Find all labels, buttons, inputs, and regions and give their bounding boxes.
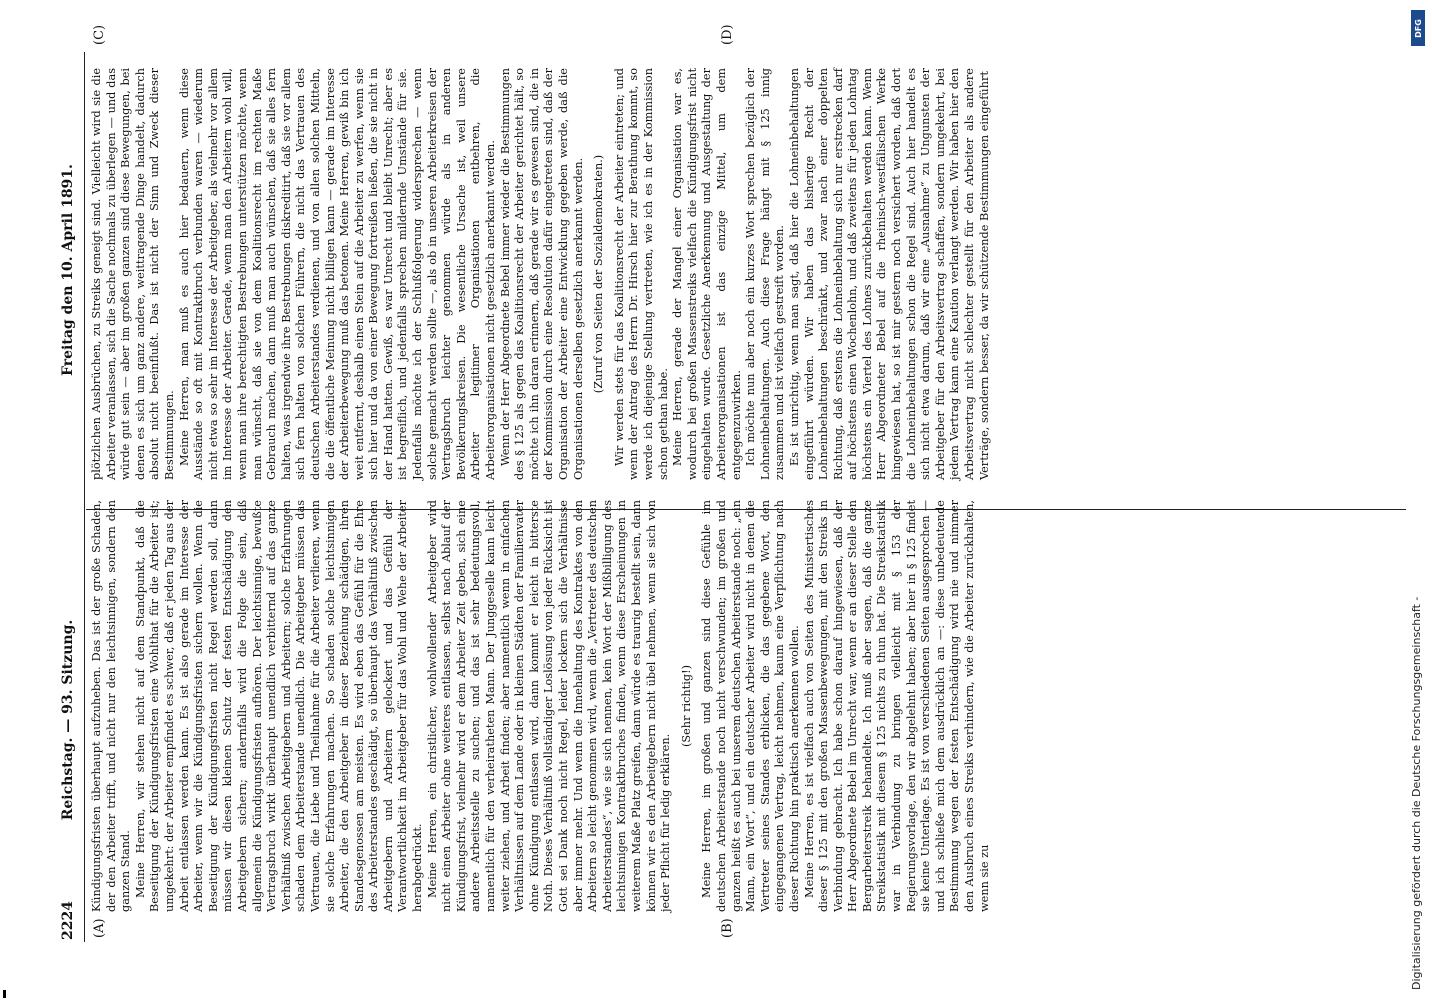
paragraph: plötzlichen Ausbrüchen, zu Streiks geneigt sind. Vielleicht wird sie die Arbeiter veranlassen, sich die Sache nochmals zu überlegen — und das würde gut sein — aber im großen ganzen sind diese Bewegungen, bei denen es sich um ganz andere, weittragende Dinge handelt, dadurch absolut nicht beeinflußt. Das ist nicht der Sinn und Zweck dieser Bestimmungen. <box>90 68 176 480</box>
scan-edge-mark <box>3 990 6 998</box>
margin-marker-d: (D) <box>720 24 735 45</box>
paragraph: Kündigungsfristen überhaupt aufzuheben. Das ist der große Schaden, der den Arbeiter trifft, und nicht nur den leichtsinnigen, sondern den ganzen Stand. <box>90 500 133 912</box>
margin-marker-a: (A) <box>92 918 107 938</box>
margin-marker-b: (B) <box>720 918 735 938</box>
interjection: (Zuruf von Seiten der Sozialdemokraten.) <box>592 154 606 394</box>
page-header <box>60 60 84 940</box>
left-column <box>90 500 992 912</box>
paragraph: Meine Herren, es ist vielfach auch von Seiten des Ministertisches dieser § 125 mit den großen Massenbewegungen, mit den Streiks in Verbindung gebracht. Ich habe schon darauf hingewiesen, daß der Herr Abgeordnete Bebel im Unrecht war, wenn er an dieser Stelle den Bergarbeiterstreik behandelte. Ich muß aber sagen, daß die ganze Streikstatistik mit diesem § 125 nichts zu thun hat. Die Streikstatistik war in Verbindung zu bringen vielleicht mit § 153 der Regierungsvorlage, den wir abgelehnt haben; aber hier in § 125 findet sie keine Unterlage. Es ist von verschiedenen Seiten ausgesprochen — und ich schließe mich dem ausdrücklich an —: diese unbedeutende Bestimmung wegen der festen Entschädigung wird nie und nimmer den Ausbruch eines Streiks verhindern, wie die Arbeiter zurückhalten, wenn sie zu <box>802 500 991 912</box>
paragraph: Meine Herren, wir stehen nicht auf dem Standpunkt, daß die Beseitigung der Kündigungsfristen eine Wohlthat für die Arbeiter ist; umgekehrt: der Arbeiter empfindet es schwer, daß er jeden Tag aus der Arbeit entlassen werden kann. Es ist also gerade im Interesse der Arbeiter, wenn wir die Kündigungsfristen sichern wollen. Wenn die Beseitigung der Kündigungsfristen nicht Regel werden soll, dann müssen wir diesen kleinen Schutz der festen Entschädigung den Arbeitgebern sichern; andernfalls wird die Folge die sein, daß allgemein die Kündigungsfristen aufhören. Der leichtsinnige, bewußte Vertragsbruch wirkt überhaupt unendlich verbitternd auf das ganze Verhältniß zwischen Arbeitgebern und Arbeitern; solche Erfahrungen schaden dem Arbeiterstande unendlich. Die Arbeitgeber müssen das Vertrauen, die Liebe und Theilnahme für die Arbeiter verlieren, wenn sie solche Erfahrungen machen. So schaden solche leichtsinnigen Arbeiter, die den Arbeitgeber in dieser Beziehung schädigen, ihren Standesgenossen am meisten. Es wird eben das Gefühl für die Ehre des Arbeiterstandes geschädigt, so überhaupt das Verhältniß zwischen Arbeitgebern und Arbeitern gelockert und das Gefühl der Verantwortlichkeit im Arbeitgeber für das Wohl und Wehe der Arbeiter herabgedrückt. <box>133 500 425 912</box>
header-rule <box>84 52 85 942</box>
paragraph: Meine Herren, im großen und ganzen sind diese Gefühle im deutschen Arbeiterstande noch nicht verschwunden; im großen und ganzen heißt es auch bei unserem deutschen Arbeiterstande noch: „ein Mann, ein Wort“, und ein deutscher Arbeiter wird nicht in denen die Vertreter seines Standes erblicken, die das gegebene Wort, den eingegangenen Vertrag, leicht nehmen, kaum eine Verpflichtung nach dieser Richtung hin praktisch anerkennen wollen. <box>700 500 801 912</box>
paragraph: Meine Herren, ein christlicher, wohlwollender Arbeitgeber wird nicht einen Arbeiter ohne weiteres entlassen, selbst nach Ablauf der Kündigungsfrist, vielmehr wird er dem Arbeiter Zeit geben, sich eine andere Arbeitsstelle zu suchen; und das ist sehr bedeutungsvoll, namentlich für den verheiratheten Mann. Der Junggeselle kann leicht weiter ziehen, und Arbeit finden; aber namentlich wenn in einfachen Verhältnissen auf dem Lande oder in kleinen Städten der Familienvater ohne Kündigung entlassen wird, dann kommt er leicht in bitterste Noth. Dieses Verhältniß vollständiger Loslösung von jeder Rücksicht ist Gott sei Dank noch nicht Regel, leider lockern sich die Verhältnisse aber immer mehr. Und wenn die Innehaltung des Kontraktes von den Arbeitern so leicht genommen wird, wenn die „Vertreter des deutschen Arbeiterstandes“, wie sie sich nennen, kein Wort der Mißbilligung des leichtsinnigen Kontraktbruches finden, wenn diese Erscheinungen in weiterem Maße Platz greifen, dann würde es traurig bestellt sein, dann können wir es den Arbeitgebern nicht übel nehmen, wenn sie sich von jeder Pflicht für ledig erklären. <box>425 500 673 912</box>
paragraph: Ich möchte nun aber noch ein kurzes Wort sprechen bezüglich der Lohneinbehaltungen. Auch diese Frage hängt mit § 125 innig zusammen und ist vielfach gestreift worden. <box>744 68 787 480</box>
paragraph: Es ist unrichtig, wenn man sagt, daß hier die Lohneinbehaltungen eingeführt würden. Wir haben das bisherige Recht der Lohneinbehaltungen beschränkt, und zwar nach einer doppelten Richtung, daß erstens die Lohneinbehaltung sich nur erstrecken darf auf höchstens einen Wochenlohn, und daß zweitens für jeden Lohntag höchstens ein Viertel des Lohnes zurückbehalten werden kann. Wenn Herr Abgeordneter Bebel auf die rheinisch-westfälischen Werke hingewiesen hat, so ist mir gestern noch versichert worden, daß dort die Lohneinbehaltungen schon die Regel sind. Auch hier handelt es sich nicht etwa darum, daß wir eine „Ausnahme“ zu Ungunsten der Arbeitgeber für den Arbeitsvertrag schaffen, sondern umgekehrt, bei jedem Vertrag kann eine Kaution verlangt werden. Wir haben hier den Arbeitsvertrag nicht schlechter gestellt für den Arbeiter als andere Verträge, sondern besser, da wir schützende Bestimmungen eingeführt <box>787 68 991 480</box>
margin-marker-c: (C) <box>92 24 107 45</box>
header-session: Reichstag. — 93. Sitzung. <box>60 619 76 821</box>
interjection: (Sehr richtig!) <box>679 664 693 748</box>
paragraph: Meine Herren, gerade der Mangel einer Organisation war es, wodurch bei großen Massenstreiks vielfach die Kündigungsfrist nicht eingehalten wurde. Gesetzliche Anerkennung und Ausgestaltung der Arbeiterorganisationen ist das einzige Mittel, um dem entgegenzuwirken. <box>671 68 743 480</box>
paragraph: Wir werden stets für das Koalitionsrecht der Arbeiter eintreten; und wenn der Antrag des Herrn Dr. Hirsch hier zur Berathung kommt, so werde ich diejenige Stellung vertreten, wie ich es in der Kommission schon gethan habe. <box>612 68 670 480</box>
dfg-logo: DFG <box>1411 10 1425 46</box>
digitization-credit: Digitalisierung gefördert durch die Deutsche Forschungsgemeinschaft - <box>1410 596 1423 990</box>
header-date: Freitag den 10. April 1891. <box>60 164 76 376</box>
paragraph: Meine Herren, man muß es auch hier bedauern, wenn diese Ausstände so oft mit Kontraktbruch verbunden waren — wiederum nicht etwa so sehr im Interesse der Arbeitgeber, als vielmehr vor allem im Interesse der Arbeiter. Gerade, wenn man den Arbeitern wohl will, wenn man ihre berechtigten Bestrebungen unterstützen möchte, wenn man wünscht, daß sie von dem Koalitionsrecht im rechten Maße Gebrauch machen, dann muß man auch wünschen, daß sie alles fern halten, was irgendwie ihre Bestrebungen diskreditirt, daß sie vor allem sich fern halten von solchen Führern, die nicht das Vertrauen des deutschen Arbeiterstandes verdienen, und von allen solchen Mitteln, die die öffentliche Meinung nicht billigen kann — gerade im Interesse der Arbeiterbewegung muß das betonen. Meine Herren, gewiß bin ich weit entfernt, deshalb einen Stein auf die Arbeiter zu werfen, wenn sie sich hier und da von einer Bewegung fortreißen ließen, die sie nicht in der Hand hatten. Gewiß, es war Unrecht und bleibt Unrecht; aber es ist begreiflich, und jedenfalls sprechen mildernde Umstände für sie. Jedenfalls möchte ich der Schlußfolgerung widersprechen — wenn solche gemacht werden sollte —, als ob in unseren Arbeiterkreisen der Vertragsbruch leichter genommen würde als in anderen Bevölkerungskreisen. Die wesentliche Ursache ist, weil unsere Arbeiter legitimer Organisationen entbehren, die Arbeiterorganisationen nicht gesetzlich anerkannt werden. <box>177 68 498 480</box>
right-column <box>90 68 992 480</box>
page-number: 2224 <box>60 901 76 940</box>
paragraph: Wenn der Herr Abgeordnete Bebel immer wieder die Bestimmungen des § 125 als gegen das Koalitionsrecht der Arbeiter gerichtet hält, so möchte ich ihn daran erinnern, daß gerade wir es gewesen sind, die in der Kommission durch eine Resolution dafür eingetreten sind, daß der Organisation der Arbeiter eine Entwicklung gegeben werde, daß die Organisationen derselben gesetzlich anerkannt werden. <box>498 68 585 480</box>
